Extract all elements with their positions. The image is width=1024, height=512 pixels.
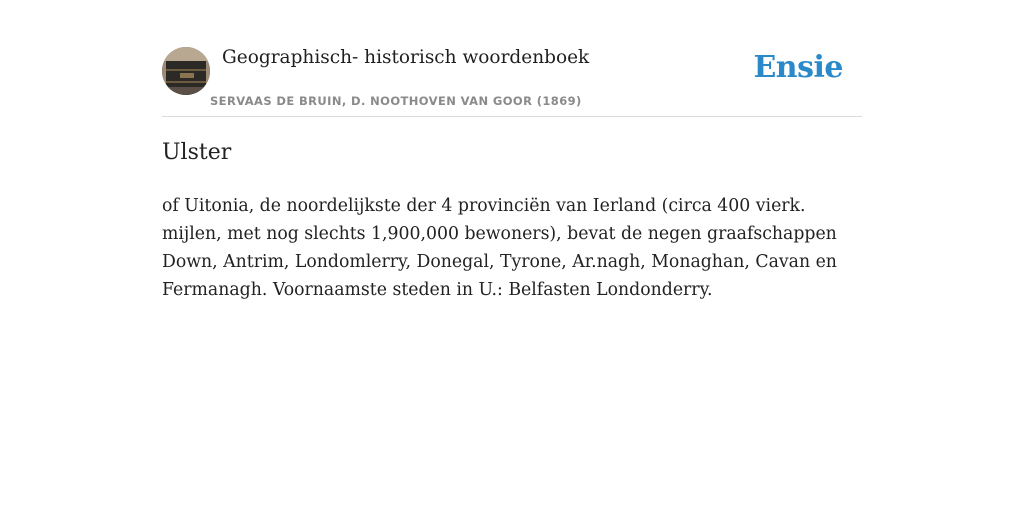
book-cover-avatar[interactable] bbox=[162, 47, 210, 95]
entry-body: of Uitonia, de noordelijkste der 4 provinciën van Ierland (circa 400 vierk. mijlen, met nog slechts 1,900,000 bewoners), bevat de negen graafschappen Down, Antrim, Londomlerry, Donegal, Tyrone, Ar.nagh, Monaghan, Cavan en Fermanagh. Voornaamste steden in U.: Belfasten Londonderry. bbox=[162, 196, 837, 300]
page-header bbox=[162, 44, 862, 117]
book-author: SERVAAS DE BRUIN, D. NOOTHOVEN VAN GOOR (1869) bbox=[210, 94, 582, 108]
entry-title: Ulster bbox=[162, 140, 232, 165]
ensie-logo[interactable]: Ensie bbox=[753, 50, 843, 85]
book-cover-image bbox=[162, 47, 210, 95]
book-title[interactable]: Geographisch- historisch woordenboek bbox=[222, 47, 590, 68]
